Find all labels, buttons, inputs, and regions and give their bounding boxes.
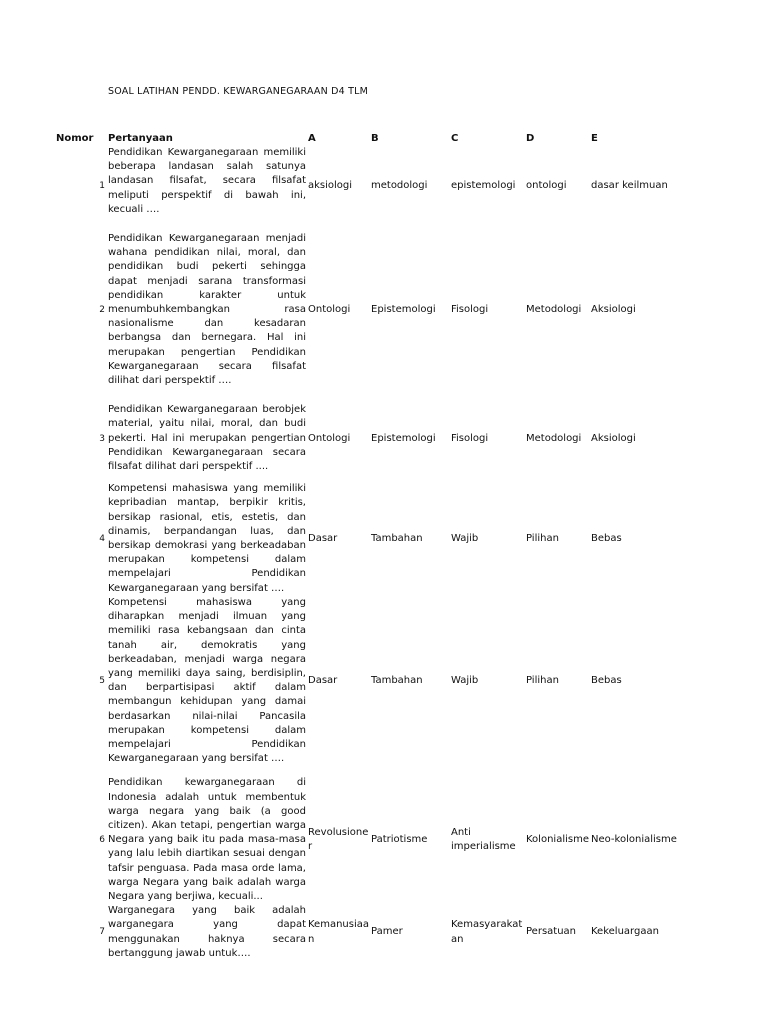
row-spacer [56, 388, 686, 403]
option-e: Aksiologi [591, 432, 636, 444]
question-number: 6 [99, 835, 105, 846]
option-e: Kekeluargaan [591, 926, 659, 938]
question-row-6 [56, 776, 686, 904]
option-a: Dasar [308, 532, 338, 544]
question-number: 4 [99, 533, 105, 544]
header-option-d: D [526, 132, 535, 144]
option-b: metodologi [371, 180, 428, 192]
header-option-c: C [451, 132, 459, 144]
header-option-e: E [591, 132, 598, 144]
option-c: Wajib [451, 532, 479, 544]
option-e: Aksiologi [591, 304, 636, 316]
document-title: SOAL LATIHAN PENDD. KEWARGANEGARAAN D4 TLM [108, 86, 369, 97]
question-number: 1 [99, 181, 105, 192]
option-d: ontologi [526, 180, 567, 192]
question-text: Kompetensi mahasiswa yang diharapkan menjadi ilmuan yang memiliki rasa kebangsaan dan cinta tanah air, demokratis yang berkeadaban, menjadi warga negara yang memiliki daya saing, berdisiplin, dan berpartisipasi aktif dalam membangun kehidupan yang damai berdasarkan nilai-nilai Pancasila merupakan kompetensi dalam mempelajari Pendidikan Kewarganegaraan yang bersifat …. [108, 596, 306, 765]
option-e: Neo-kolonialisme [591, 834, 677, 846]
header-option-a: A [308, 132, 316, 144]
question-text: Pendidikan kewarganegaraan di Indonesia adalah untuk membentuk warga negara yang baik (a good citizen). Akan tetapi, pengertian warga Negara yang baik itu pada masa-masa yang lalu lebih diartikan sesuai dengan tafsir penguasa. Pada masa orde lama, warga Negara yang baik adalah warga Negara yang berjiwa, kecuali... [108, 777, 306, 902]
question-number: 3 [99, 433, 105, 444]
question-text: Pendidikan Kewarganegaraan berobjek material, yaitu nilai, moral, dan budi pekerti. Hal ini merupakan pengertian Pendidikan Kewarganegaraan secara filsafat dilihat dari perspektif .... [108, 404, 306, 473]
option-d: Pilihan [526, 675, 559, 686]
option-c: Kemasyarakatan [451, 919, 523, 945]
header-option-b: B [371, 132, 379, 144]
option-b: Epistemologi [371, 304, 436, 316]
option-a: Dasar [308, 675, 338, 686]
question-text: Pendidikan Kewarganegaraan memiliki beberapa landasan salah satunya landasan filsafat, secara filsafat meliputi perspektif di bawah ini, kecuali …. [108, 147, 306, 215]
option-a: Kemanusiaan [308, 919, 370, 945]
option-e: dasar keilmuan [591, 180, 668, 192]
option-c: epistemologi [451, 180, 516, 192]
option-d: Kolonialisme [526, 834, 589, 846]
row-spacer [56, 217, 686, 232]
question-row-2 [56, 232, 686, 388]
option-b: Tambahan [371, 675, 423, 686]
option-a: Ontologi [308, 304, 351, 316]
question-row-5 [56, 596, 686, 766]
question-row-1 [56, 146, 686, 217]
question-text: Pendidikan Kewarganegaraan menjadi wahana pendidikan nilai, moral, dan pendidikan budi pekerti sehingga dapat menjadi sarana transformasi pendidikan karakter untuk menumbuhkembangkan rasa nasionalisme dan kesadaran berbangsa dan bernegara. Hal ini merupakan pengertian Pendidikan Kewarganegaraan secara filsafat dilihat dari perspektif …. [108, 233, 306, 387]
option-c: Wajib [451, 675, 479, 686]
question-number: 5 [99, 676, 105, 686]
row-spacer [56, 474, 686, 482]
header-question: Pertanyaan [108, 132, 173, 144]
question-text: Warganegara yang baik adalah warganegara yang dapat menggunakan haknya secara bertanggung jawab untuk…. [108, 905, 306, 959]
question-text: Kompetensi mahasiswa yang memiliki kepribadian mantap, berpikir kritis, bersikap rasional, etis, estetis, dan dinamis, berpandangan luas, dan bersikap demokrasi yang berkeadaban merupakan kompetensi dalam mempelajari Pendidikan Kewarganegaraan yang bersifat …. [108, 483, 306, 594]
option-c: Fisologi [451, 304, 489, 316]
option-d: Persatuan [526, 926, 576, 938]
row-spacer [56, 766, 686, 776]
option-e: Bebas [591, 532, 622, 544]
option-a: aksiologi [308, 180, 353, 192]
option-b: Pamer [371, 926, 403, 938]
option-c: Fisologi [451, 432, 489, 444]
question-row-3 [56, 403, 686, 474]
option-d: Metodologi [526, 432, 582, 444]
question-number: 2 [99, 305, 105, 316]
option-d: Metodologi [526, 304, 582, 316]
option-b: Tambahan [371, 532, 423, 544]
question-number: 7 [99, 927, 105, 938]
header-row [56, 128, 686, 146]
option-d: Pilihan [526, 532, 559, 544]
option-b: Epistemologi [371, 432, 436, 444]
option-b: Patriotisme [371, 834, 428, 846]
option-a: Revolusioner [308, 827, 369, 853]
option-c: Anti imperialisme [451, 827, 516, 853]
question-row-4 [56, 482, 686, 596]
header-number: Nomor [56, 132, 94, 144]
question-row-7 [56, 904, 686, 961]
option-a: Ontologi [308, 432, 351, 444]
question-table [56, 128, 686, 961]
option-e: Bebas [591, 675, 622, 686]
